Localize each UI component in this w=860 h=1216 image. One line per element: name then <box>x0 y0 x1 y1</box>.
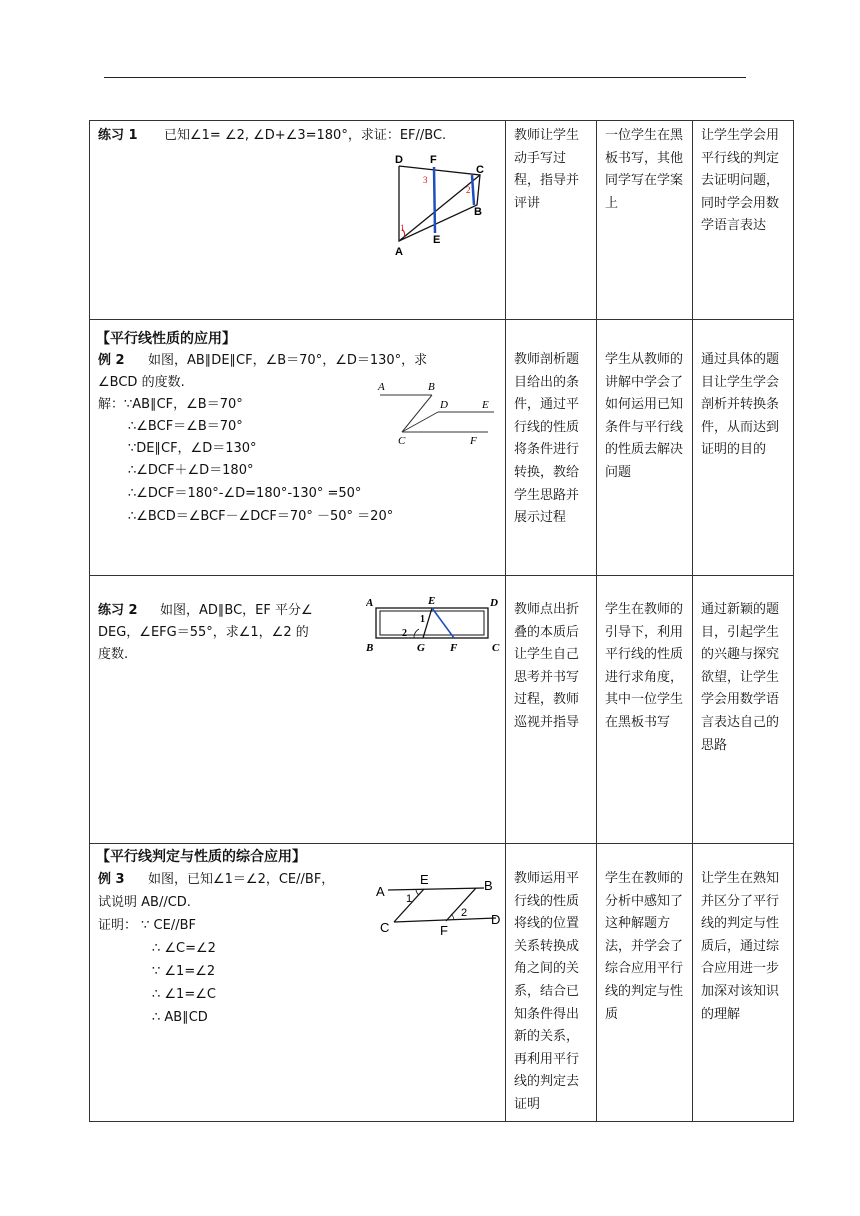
point-label: F <box>470 435 477 446</box>
proof-line: ∴ ∠1=∠C <box>152 987 216 1002</box>
teacher-activity: 教师让学生动手写过程，指导并评讲 <box>514 128 580 211</box>
point-label: F <box>430 154 437 166</box>
problem-text: 如图，已知∠1＝∠2，CE//BF， <box>148 872 335 887</box>
angle-label: 1 <box>420 614 425 625</box>
teacher-cell <box>506 320 597 576</box>
point-label: A <box>378 381 385 393</box>
angle-label: 3 <box>423 175 428 185</box>
point-label: F <box>440 923 448 938</box>
point-label: C <box>398 435 406 446</box>
point-label: D <box>491 912 501 927</box>
angle-label: 1 <box>400 223 405 233</box>
point-label: D <box>490 597 498 609</box>
angle-label: 2 <box>402 628 407 639</box>
solution-line: 解：∵AB∥CF，∠B＝70° <box>98 397 243 412</box>
table-row <box>90 576 794 844</box>
geometry-figure-3 <box>366 596 502 654</box>
point-label: B <box>474 206 482 218</box>
student-activity: 学生在教师的分析中感知了这种解题方法，并学会了综合应用平行线的判定与性质 <box>605 871 684 1022</box>
example-label: 例 2 <box>98 353 125 368</box>
content-cell <box>90 121 506 320</box>
table-row <box>90 320 794 576</box>
solution-line: ∴∠DCF＋∠D＝180° <box>128 463 254 478</box>
point-label: C <box>380 920 390 935</box>
proof-line: 证明： ∵ CE//BF <box>98 918 196 933</box>
point-label: B <box>366 642 374 654</box>
point-label: E <box>482 399 489 411</box>
purpose-cell <box>693 320 794 576</box>
student-cell <box>597 121 693 320</box>
proof-line: ∵ ∠1=∠2 <box>152 964 216 979</box>
point-label: F <box>450 642 458 654</box>
point-label: B <box>484 878 493 893</box>
header-rule <box>104 77 746 78</box>
point-label: G <box>417 642 425 654</box>
problem-text: 如图，AB∥DE∥CF，∠B＝70°，∠D＝130°，求 <box>148 353 428 368</box>
lesson-table <box>89 120 794 1122</box>
teacher-cell <box>506 844 597 1122</box>
purpose-cell <box>693 121 794 320</box>
teacher-cell <box>506 121 597 320</box>
exercise-label: 练习 2 <box>98 603 138 618</box>
point-label: B <box>428 381 435 393</box>
solution-line: ∴∠BCF＝∠B＝70° <box>128 419 243 434</box>
problem-text: 度数. <box>98 647 129 662</box>
teacher-cell <box>506 576 597 844</box>
table-row <box>90 844 794 1122</box>
solution-line: ∴∠DCF＝180°-∠D=180°-130° =50° <box>128 486 362 501</box>
teacher-activity: 教师点出折叠的本质后让学生自己思考并书写过程，教师巡视并指导 <box>514 602 580 730</box>
problem-text: ∠BCD 的度数. <box>98 375 185 390</box>
student-cell <box>597 320 693 576</box>
example-label: 例 3 <box>98 872 125 887</box>
design-purpose: 通过具体的题目让学生学会剖析并转换条件，从而达到证明的目的 <box>701 352 780 458</box>
problem-text: DEG，∠EFG＝55°，求∠1，∠2 的 <box>98 625 309 640</box>
point-label: A <box>366 597 374 609</box>
teacher-activity: 教师剖析题目给出的条件，通过平行线的性质将条件进行转换，教给学生思路并展示过程 <box>514 352 580 526</box>
point-label: A <box>376 884 385 899</box>
geometry-figure-4 <box>372 868 502 940</box>
design-purpose: 通过新颖的题目，引起学生的兴趣与探究欲望，让学生学会用数学语言表达自己的思路 <box>701 602 780 753</box>
geometry-figure-1 <box>390 153 500 259</box>
section-heading: 【平行线性质的应用】 <box>96 331 236 347</box>
student-activity: 一位学生在黑板书写，其他同学写在学案上 <box>605 128 684 211</box>
proof-line: ∴ AB∥CD <box>152 1010 208 1025</box>
angle-label: 1 <box>406 893 413 905</box>
point-label: A <box>395 246 403 258</box>
point-label: C <box>476 164 484 176</box>
student-activity: 学生在教师的引导下，利用平行线的性质进行求角度，其中一位学生在黑板书写 <box>605 602 684 730</box>
point-label: D <box>395 154 403 166</box>
problem-text: 已知∠1= ∠2, ∠D+∠3=180°，求证：EF//BC. <box>164 128 447 143</box>
exercise-label: 练习 1 <box>98 128 138 143</box>
content-cell <box>90 320 506 576</box>
geometry-figure-2 <box>372 378 496 446</box>
content-cell <box>90 844 506 1122</box>
proof-line: ∴ ∠C=∠2 <box>152 941 216 956</box>
problem-text: 如图，AD∥BC，EF 平分∠ <box>160 603 313 618</box>
student-cell <box>597 844 693 1122</box>
table-row <box>90 121 794 320</box>
point-label: C <box>492 642 500 654</box>
teacher-activity: 教师运用平行线的性质将线的位置关系转换成角之间的关系，结合已知条件得出新的关系，再利用平行线的判定去证明 <box>514 871 580 1112</box>
angle-label: 2 <box>466 185 471 195</box>
point-label: E <box>428 596 436 607</box>
purpose-cell <box>693 576 794 844</box>
section-heading: 【平行线判定与性质的综合应用】 <box>96 849 306 865</box>
design-purpose: 让学生在熟知并区分了平行线的判定与性质后，通过综合应用进一步加深对该知识的理解 <box>701 871 780 1022</box>
angle-label: 2 <box>461 907 468 919</box>
point-label: E <box>433 234 441 246</box>
purpose-cell <box>693 844 794 1122</box>
problem-text: 试说明 AB//CD. <box>98 895 191 910</box>
content-cell <box>90 576 506 844</box>
point-label: D <box>440 399 448 411</box>
solution-line: ∴∠BCD＝∠BCF－∠DCF＝70° －50° ＝20° <box>128 509 394 524</box>
student-activity: 学生从教师的讲解中学会了如何运用已知条件与平行线的性质去解决问题 <box>605 352 684 480</box>
solution-line: ∵DE∥CF，∠D＝130° <box>128 441 257 456</box>
design-purpose: 让学生学会用平行线的判定去证明问题，同时学会用数学语言表达 <box>701 128 780 234</box>
student-cell <box>597 576 693 844</box>
point-label: E <box>420 872 429 887</box>
